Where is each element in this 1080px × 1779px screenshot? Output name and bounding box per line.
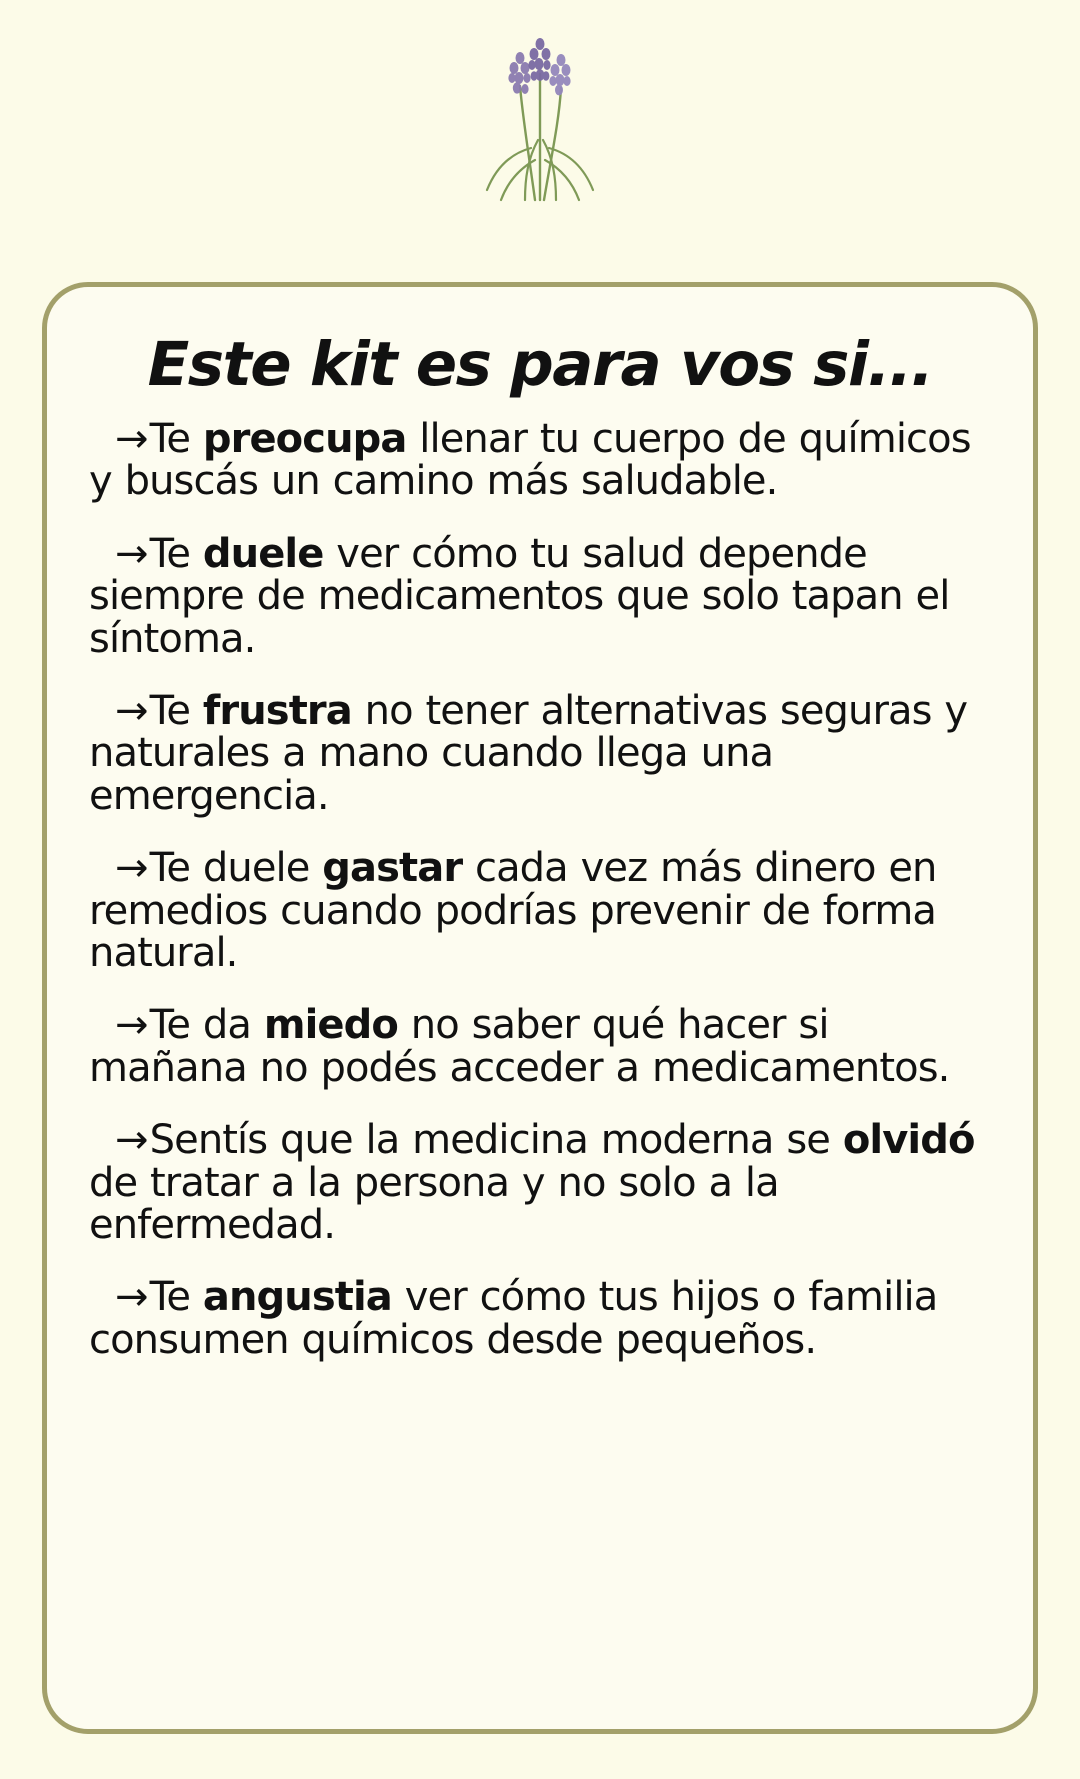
bullet-emphasis: gastar: [322, 845, 463, 892]
bullet-post-text: ver cómo tus hijos o familia consumen químicos desde pequeños.: [89, 1274, 938, 1363]
arrow-icon: →: [115, 1274, 148, 1321]
lavender-illustration: [0, 28, 1080, 218]
bullet-pre-text: Te: [149, 688, 203, 735]
bullet-post-text: llenar tu cuerpo de químicos y buscás un camino más saludable.: [89, 416, 971, 505]
list-item: [89, 418, 991, 503]
bullet-pre-text: Te: [149, 530, 203, 577]
list-item: [89, 847, 991, 974]
bullet-pre-text: Te: [149, 416, 203, 463]
arrow-icon: →: [115, 530, 148, 577]
bullet-emphasis: frustra: [202, 688, 352, 735]
bullet-post-text: no saber qué hacer si mañana no podés acceder a medicamentos.: [89, 1002, 950, 1091]
bullet-post-text: ver cómo tu salud depende siempre de medicamentos que solo tapan el síntoma.: [89, 530, 950, 662]
bullet-pre-text: Te duele: [149, 845, 323, 892]
criteria-list: [89, 418, 991, 1361]
bullet-post-text: cada vez más dinero en remedios cuando podrías prevenir de forma natural.: [89, 845, 937, 976]
bullet-emphasis: preocupa: [202, 416, 407, 463]
bullet-emphasis: duele: [202, 530, 324, 577]
arrow-icon: →: [115, 845, 148, 892]
bullet-pre-text: Te da: [149, 1002, 264, 1049]
list-item: [89, 1276, 991, 1361]
arrow-icon: →: [115, 1117, 148, 1164]
bullet-post-text: no tener alternativas seguras y naturales a mano cuando llega una emergencia.: [89, 688, 968, 819]
bullet-emphasis: olvidó: [842, 1117, 975, 1164]
lavender-sprig-icon: [465, 28, 615, 208]
list-item: [89, 690, 991, 817]
bullet-pre-text: Te: [149, 1274, 203, 1321]
arrow-icon: →: [115, 688, 148, 735]
arrow-icon: →: [115, 1002, 148, 1049]
bullet-emphasis: miedo: [263, 1002, 398, 1049]
kit-criteria-card: [42, 282, 1038, 1734]
list-item: [89, 1004, 991, 1089]
bullet-emphasis: angustia: [202, 1274, 392, 1321]
bullet-post-text: de tratar a la persona y no solo a la enfermedad.: [89, 1159, 779, 1248]
list-item: [89, 1119, 991, 1246]
list-item: [89, 530, 991, 662]
bullet-pre-text: Sentís que la medicina moderna se: [149, 1117, 843, 1164]
page-title: Este kit es para vos si...: [147, 329, 933, 400]
arrow-icon: →: [115, 416, 148, 463]
